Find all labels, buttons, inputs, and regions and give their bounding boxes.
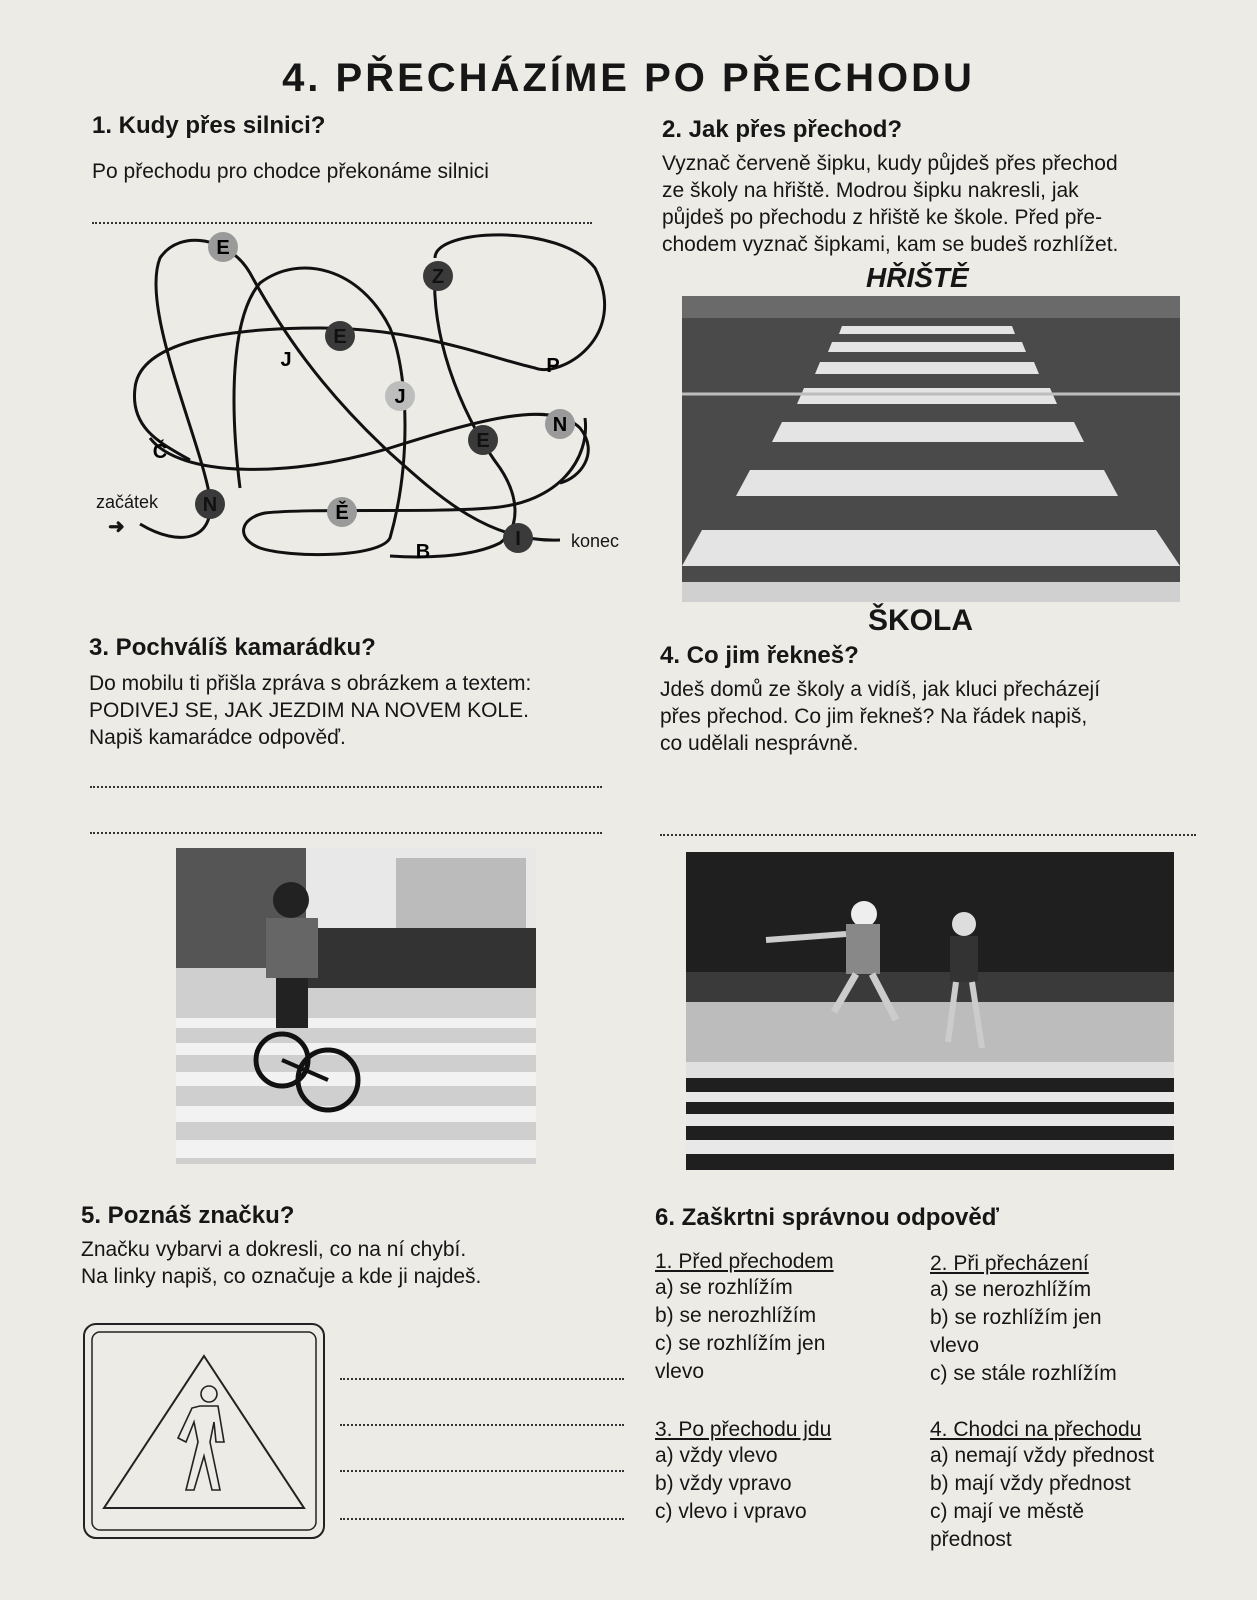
maze-letter: I <box>515 528 521 550</box>
task5-answer-line[interactable] <box>340 1518 624 1520</box>
answer-option[interactable]: vlevo <box>930 1334 980 1357</box>
question-title: 3. Po přechodu jdu <box>655 1418 832 1441</box>
answer-option[interactable]: c) vlevo i vpravo <box>655 1500 807 1523</box>
maze-letter: J <box>394 386 406 408</box>
arrow-right-icon: ➜ <box>108 516 125 538</box>
maze-end-label: konec <box>571 531 620 551</box>
task4-answer-line[interactable] <box>660 834 1196 836</box>
bike-photo[interactable] <box>176 848 536 1164</box>
answer-option[interactable]: a) nemají vždy přednost <box>930 1444 1155 1467</box>
answer-option[interactable]: a) se nerozhlížím <box>930 1278 1092 1301</box>
answer-option[interactable]: a) se rozhlížím <box>655 1276 793 1299</box>
school-label: ŠKOLA <box>868 604 973 637</box>
maze-start-label: začátek <box>96 492 159 512</box>
text-line: půjdeš po přechodu z hřiště ke škole. Před pře- <box>662 206 1103 229</box>
maze-letter: E <box>216 237 230 259</box>
task3-answer-line[interactable] <box>90 832 602 834</box>
task5-answer-line[interactable] <box>340 1424 624 1426</box>
maze-letter: Ě <box>335 502 349 524</box>
task3-text <box>89 670 649 751</box>
maze-letters <box>153 232 575 563</box>
task6-heading: 6. Zaškrtni správnou odpověď <box>655 1204 999 1231</box>
task1-heading: 1. Kudy přes silnici? <box>92 112 326 139</box>
text-line: chodem vyznač šipkami, kam se budeš rozhlížet. <box>662 233 1119 256</box>
maze-letter: E <box>333 326 347 348</box>
question-title: 1. Před přechodem <box>655 1250 834 1273</box>
task5-text <box>81 1236 641 1290</box>
task1-answer-line[interactable] <box>92 222 592 224</box>
text-line: ze školy na hřiště. Modrou šipku nakresli, jak <box>662 179 1079 202</box>
answer-option[interactable]: b) vždy vpravo <box>655 1472 792 1495</box>
task5-answer-line[interactable] <box>340 1470 624 1472</box>
answer-option[interactable]: a) vždy vlevo <box>655 1444 778 1467</box>
task4-text <box>660 676 1220 757</box>
playground-label: HŘIŠTĚ <box>866 262 969 293</box>
maze-letter: J <box>280 349 292 371</box>
text-line: přes přechod. Co jim řekneš? Na řádek napiš, <box>660 705 1088 728</box>
pedestrian-crossing-sign-icon[interactable] <box>82 1322 326 1540</box>
answer-option[interactable]: b) se rozhlížím jen <box>930 1306 1102 1329</box>
question-title: 2. Při přecházení <box>930 1252 1089 1275</box>
answer-option[interactable]: b) mají vždy přednost <box>930 1472 1131 1495</box>
task3-heading: 3. Pochválíš kamarádku? <box>89 634 376 661</box>
quiz-question <box>655 1418 831 1526</box>
answer-option[interactable]: přednost <box>930 1528 1012 1551</box>
answer-option[interactable]: vlevo <box>655 1360 705 1383</box>
quiz-question <box>655 1250 834 1386</box>
answer-option[interactable]: c) se rozhlížím jen <box>655 1332 826 1355</box>
answer-option[interactable]: c) se stále rozhlížím <box>930 1362 1117 1385</box>
task4-heading: 4. Co jim řekneš? <box>660 642 859 669</box>
maze-letter: E <box>476 430 490 452</box>
maze-letter: N <box>552 414 568 436</box>
text-line: Do mobilu ti přišla zpráva s obrázkem a textem: <box>89 672 532 695</box>
text-line: Napiš kamarádce odpověď. <box>89 726 346 749</box>
text-line: Vyznač červeně šipku, kudy půjdeš přes přechod <box>662 152 1118 175</box>
task3-answer-line[interactable] <box>90 786 602 788</box>
text-line: PODIVEJ SE, JAK JEZDIM NA NOVEM KOLE. <box>89 699 529 722</box>
task5-answer-line[interactable] <box>340 1378 624 1380</box>
text-line: Na linky napiš, co označuje a kde ji najdeš. <box>81 1265 482 1288</box>
text-line: Jdeš domů ze školy a vidíš, jak kluci přecházejí <box>660 678 1101 701</box>
maze-letter: Z <box>431 266 445 288</box>
text-line: Značku vybarvi a dokresli, co na ní chybí. <box>81 1238 467 1261</box>
boys-crossing-photo[interactable] <box>686 852 1174 1170</box>
quiz-question <box>930 1252 1117 1388</box>
text-line: co udělali nesprávně. <box>660 732 859 755</box>
maze-letter: P <box>546 355 560 377</box>
page-title: 4. PŘECHÁZÍME PO PŘECHODU <box>282 56 975 100</box>
crosswalk-photo[interactable] <box>682 296 1180 602</box>
task5-heading: 5. Poznáš značku? <box>81 1202 295 1229</box>
maze-letter: B <box>415 541 431 563</box>
task2-heading: 2. Jak přes přechod? <box>662 116 903 143</box>
quiz-question <box>930 1418 1154 1554</box>
maze-letter: N <box>202 494 218 516</box>
letter-maze <box>90 228 630 568</box>
question-title: 4. Chodci na přechodu <box>930 1418 1142 1441</box>
answer-option[interactable]: b) se nerozhlížím <box>655 1304 817 1327</box>
answer-option[interactable]: c) mají ve městě <box>930 1500 1085 1523</box>
task2-text <box>662 150 1222 258</box>
maze-letter: Č <box>152 441 168 463</box>
task1-text: Po přechodu pro chodce překonáme silnici <box>92 160 489 183</box>
